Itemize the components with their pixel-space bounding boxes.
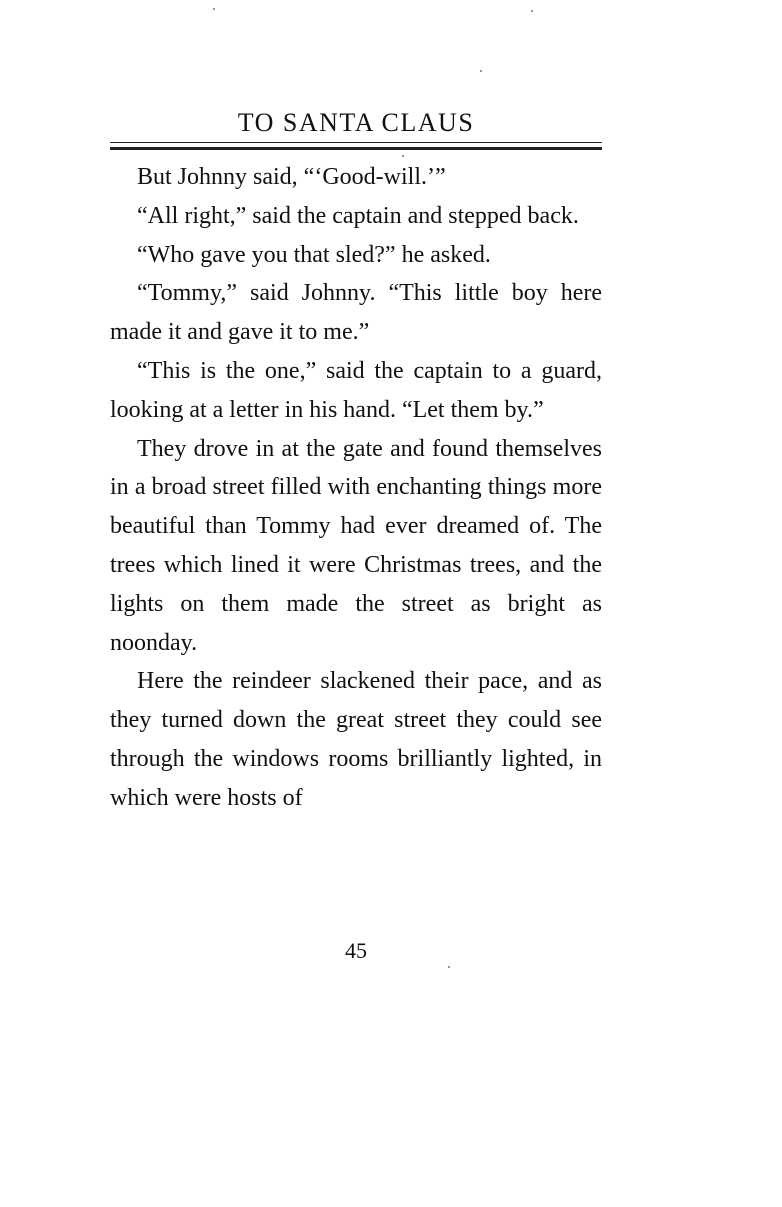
paragraph: “Who gave you that sled?” he asked.: [137, 241, 491, 268]
paper-speck: [213, 8, 215, 10]
paragraph: Here the reindeer slackened their pace, and as they turned down the great street they could see through the windows rooms brilliantly lighted, in which were hosts of: [110, 668, 602, 811]
paper-speck: [531, 10, 533, 12]
page-body: [110, 158, 602, 818]
paragraph: But Johnny said, “‘Good-will.’”: [137, 164, 446, 190]
header-rule-thin: [110, 142, 602, 143]
paper-speck: [448, 966, 450, 968]
paper-speck: [402, 155, 404, 157]
paragraph: “All right,” said the captain and stepped back.: [137, 202, 579, 229]
header-rule-thick: [110, 147, 602, 150]
paper-speck: [480, 70, 482, 72]
paragraph: “This is the one,” said the captain to a guard, looking at a letter in his hand. “Let them by.”: [110, 357, 602, 423]
paragraph: They drove in at the gate and found themselves in a broad street filled with enchanting things more beautiful than Tommy had ever dreamed of. The trees which lined it were Christmas trees, and the lights on them made the street as bright as noonday.: [110, 435, 602, 656]
paragraph: “Tommy,” said Johnny. “This little boy here made it and gave it to me.”: [110, 280, 602, 346]
running-head: TO SANTA CLAUS: [237, 108, 475, 137]
page-number: 45: [345, 938, 367, 963]
